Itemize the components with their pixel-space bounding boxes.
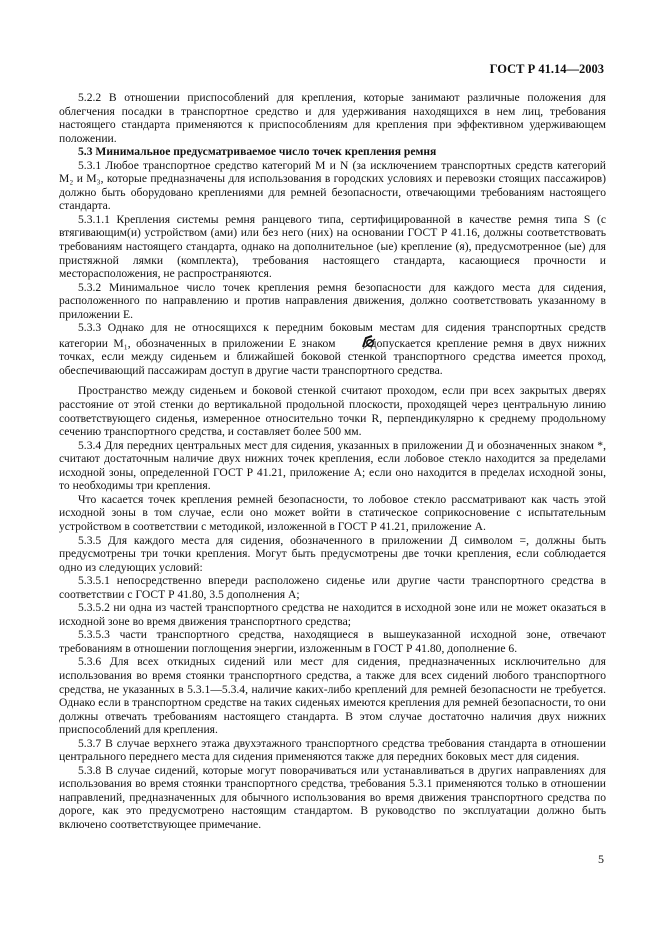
paragraph: 5.3.5.3 части транспортного средства, находящиеся в вышеуказанной исходной зоне, отвечают требованиям в отношении поглощения энергии, изложенным в ГОСТ Р 41.80, дополнение 6. [59,628,606,655]
paragraph: 5.3.6 Для всех откидных сидений или мест для сидения, предназначенных исключительно для использования во время стоянки транспортного средства, а также для всех сидений любого транспортного средства, не указанных в 5.3.1—5.3.4, наличие каких-либо креплений для ремней безопасности не требуется. Однако если в транспортном средстве на таких сиденьях имеются крепления для ремней безопасности, то они должны отвечать требованиям настоящего стандарта. В этом случае достаточно наличия двух нижних приспособлений для крепления. [59,655,606,737]
paragraph: 5.3.8 В случае сидений, которые могут поворачиваться или устанавливаться в других направлениях для использования во время стоянки транспортного средства, требования 5.3.1 применяются только в отношении направлений, предназначенных для обычного использования во время движения транспортного средства по дороге, как это предусмотрено настоящим стандартом. В руководство по эксплуатации должно быть включено соответствующее примечание. [59,763,606,831]
paragraph: 5.3.4 Для передних центральных мест для сидения, указанных в приложении Д и обозначенных знаком *, считают достаточным наличие двух нижних точек крепления, если лобовое стекло находится за пределами исходной зоны, определенной ГОСТ Р 41.21, приложение А; если оно находится в пределах исходной зоны, то необходимы три крепления. [59,438,606,493]
paragraph: Пространство между сиденьем и боковой стенкой считают проходом, если при всех закрытых дверях расстояние от этой стенки до вертикальной продольной плоскости, проходящей через центральную линию соответствующего сиденья, измеренное относительно точки R, перпендикулярно к среднему продольному сечению транспортного средства, и составляет более 500 мм. [59,384,606,439]
paragraph: 5.3.2 Минимальное число точек крепления ремня безопасности для каждого места для сидения, расположенного по направлению и против направления движения, должно соответствовать указанному в приложении Е. [59,280,606,321]
paragraph: 5.2.2 В отношении приспособлений для крепления, которые занимают различные положения для облегчения посадки в транспортное средство и для удерживания находящихся в нем лиц, требования настоящего стандарта применяются к приспособлениям для крепления при эффективном удерживающем положении. [59,91,606,145]
paragraph: 5.3.5.1 непосредственно впереди расположено сиденье или другие части транспортного средства в соответствии с ГОСТ Р 41.80, 3.5 дополнения А; [59,574,606,601]
paragraph: 5.3.5 Для каждого места для сидения, обозначенного в приложении Д символом =, должны быть предусмотрены три точки крепления. Могут быть предусмотрены две точки крепления, если соблюдается одно из следующих условий: [59,533,606,574]
seat-symbol-icon [341,335,357,347]
paragraph-text: 5.3.3 Однако для не относящихся к передним боковым местам для сидения транспортных средств категории М₁, обозначенных в приложении Е знаком [59,321,606,350]
document-body [59,91,606,832]
paragraph: 5.3.1 Любое транспортное средство категорий М и N (за исключением транспортных средств категорий М₂ и М₃, которые предназначены для использования в городских условиях и перевозки стоящих пассажиров) должно быть оборудовано креплениями для ремней безопасности, отвечающими требованиям настоящего стандарта. [59,158,606,213]
page-number: 5 [598,852,604,866]
paragraph: 5.3.1.1 Крепления системы ремня ранцевого типа, сертифицированной в качестве ремня типа S (с втягивающим(и) устройством (ами) или без него (них) на основании ГОСТ Р 41.16, должны соответствовать требованиям настоящего стандарта, однако на дополнительное (ые) крепление (я), предусмотренное (ые) для пристяжной лямки (комплекта), требования настоящего стандарта, касающиеся прочности и месторасположения, не распространяются. [59,212,606,281]
paragraph: 5.3.5.2 ни одна из частей транспортного средства не находится в исходной зоне или не может оказаться в исходной зоне во время движения транспортного средства; [59,601,606,628]
document-header: ГОСТ Р 41.14—2003 [489,62,604,76]
paragraph-text: , допускается крепление ремня в двух нижних точках, если между сиденьем и ближайшей боковой стенкой транспортного средства имеется проход, обеспечивающий пассажирам доступ в другие части транспортного средства. [59,336,607,377]
paragraph [59,321,606,377]
section-heading: 5.3 Минимальное предусматриваемое число точек крепления ремня [78,145,437,159]
paragraph: Что касается точек крепления ремней безопасности, то лобовое стекло рассматривают как часть этой исходной зоны в том случае, если оно может войти в статическое соприкосновение с испытательным устройством в соответствии с методикой, изложенной в ГОСТ Р 41.21, приложение А. [59,492,606,533]
paragraph: 5.3.7 В случае верхнего этажа двухэтажного транспортного средства требования стандарта в отношении центрального переднего места для сидения применяются также для передних боковых мест для сидения. [59,736,606,764]
